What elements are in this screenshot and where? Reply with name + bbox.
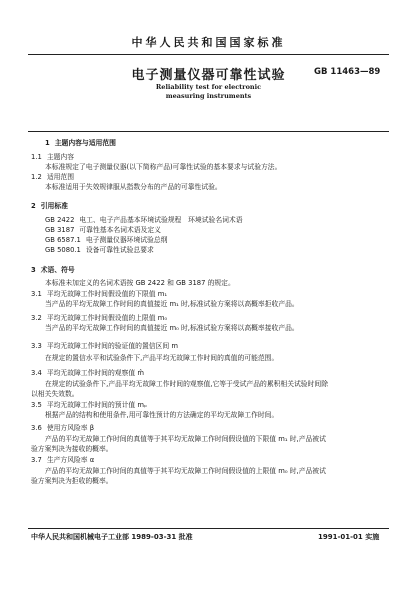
section-3-text: 本标准未加定义的名词术语按 GB 2422 和 GB 3187 的规定。 <box>45 279 235 287</box>
section-number: 3.2 <box>31 314 42 322</box>
section-title: 平均无故障工作时间的预计值 mₚ <box>46 401 147 409</box>
reference-name: 电子测量仪器环境试验总纲 <box>85 236 168 244</box>
reference-item <box>45 216 243 225</box>
section-1-1-text: 本标准规定了电子测量仪器(以下简称产品)可靠性试验的基本要求与试验方法。 <box>45 163 282 171</box>
document-title: 电子测量仪器可靠性试验 <box>131 68 286 83</box>
section-3-4-heading <box>31 369 144 378</box>
section-3-4-text-line-1: 在规定的试验条件下,产品平均无故障工作时间的观察值,它等于受试产品的累积相关试验时间除 <box>45 380 328 388</box>
footer-rule <box>28 528 389 529</box>
standard-header: 中华人民共和国国家标准 <box>131 36 286 49</box>
section-3-1-text: 当产品的平均无故障工作时间的真值接近 m₁ 时,标准试验方案将以高概率拒收产品。 <box>45 300 299 308</box>
section-3-3-text: 在规定的置信水平和试验条件下,产品平均无故障工作时间的真值的可能范围。 <box>45 354 279 362</box>
section-number: 1 <box>45 139 50 147</box>
section-3-7-text-line-1: 产品的平均无故障工作时间的真值等于其平均无故障工作时间假设值的上限值 m₀ 时,产品被试 <box>45 467 326 475</box>
section-3-6-text-line-2: 验方案判决为接收的概率。 <box>31 445 113 453</box>
section-number: 3 <box>31 266 36 274</box>
section-number: 3.1 <box>31 290 42 298</box>
section-2-heading <box>31 200 68 210</box>
section-3-1-heading <box>31 290 167 299</box>
section-3-5-heading <box>31 401 147 410</box>
english-title-line-2: measuring instruments <box>165 92 252 100</box>
reference-item <box>45 236 167 245</box>
section-number: 3.4 <box>31 369 42 377</box>
section-title: 术语、符号 <box>40 266 75 274</box>
reference-code: GB 6587.1 <box>45 236 81 244</box>
section-1-1-heading <box>31 153 74 162</box>
section-title: 引用标准 <box>40 202 68 210</box>
section-1-2-text: 本标准适用于失效规律服从指数分布的产品的可靠性试验。 <box>45 183 222 191</box>
section-number: 3.7 <box>31 456 42 464</box>
section-3-heading <box>31 264 75 274</box>
section-3-6-text-line-1: 产品的平均无故障工作时间的真值等于其平均无故障工作时间假设值的下限值 m₁ 时,产品被试 <box>45 435 326 443</box>
reference-name: 设备可靠性试验总要求 <box>85 246 154 254</box>
section-title: 生产方风险率 α <box>46 456 95 464</box>
section-title: 使用方风险率 β <box>46 424 95 432</box>
reference-item <box>45 226 161 235</box>
reference-code: GB 2422 <box>45 216 75 224</box>
section-3-7-heading <box>31 456 94 465</box>
section-3-5-text: 根据产品的结构和使用条件,用可靠性预计的方法确定的平均无故障工作时间。 <box>45 411 279 419</box>
reference-code: GB 3187 <box>45 226 75 234</box>
section-3-7-text-line-2: 验方案判决为拒收的概率。 <box>31 477 113 485</box>
section-number: 3.6 <box>31 424 42 432</box>
standard-number: GB 11463—89 <box>314 67 381 77</box>
section-number: 3.3 <box>31 342 42 350</box>
section-title: 适用范围 <box>46 173 74 181</box>
reference-name: 可靠性基本名词术语及定义 <box>79 226 161 234</box>
section-number: 1.1 <box>31 153 42 161</box>
section-title: 平均无故障工作时间假设值的上限值 m₀ <box>46 314 168 322</box>
reference-item <box>45 246 154 255</box>
reference-name: 电工、电子产品基本环境试验规程 环境试验名词术语 <box>79 216 243 224</box>
english-title-line-1: Reliability test for electronic <box>155 83 262 91</box>
section-title: 平均无故障工作时间假设值的下限值 m₁ <box>46 290 168 298</box>
section-3-2-text: 当产品的平均无故障工作时间的真值接近 m₀ 时,标准试验方案将以高概率接收产品。 <box>45 324 299 332</box>
approval-note: 中华人民共和国机械电子工业部 1989-03-31 批准 <box>31 533 193 541</box>
title-rule <box>28 131 389 132</box>
section-number: 1.2 <box>31 173 42 181</box>
section-title: 平均无故障工作时间的观察值 m̂ <box>46 369 144 377</box>
section-3-2-heading <box>31 314 167 323</box>
header-rule <box>28 54 389 55</box>
section-number: 3.5 <box>31 401 42 409</box>
section-title: 主题内容 <box>46 153 74 161</box>
section-3-6-heading <box>31 424 94 433</box>
reference-code: GB 5080.1 <box>45 246 81 254</box>
section-3-3-heading <box>31 342 178 351</box>
section-title: 主题内容与适用范围 <box>54 139 116 147</box>
section-title: 平均无故障工作时间的验证值的置信区间 m <box>46 342 178 350</box>
section-3-4-text-line-2: 以相关失效数。 <box>31 390 79 398</box>
section-1-2-heading <box>31 173 74 182</box>
section-number: 2 <box>31 202 36 210</box>
effective-date: 1991-01-01 实施 <box>318 533 380 541</box>
section-1-heading <box>45 137 116 147</box>
